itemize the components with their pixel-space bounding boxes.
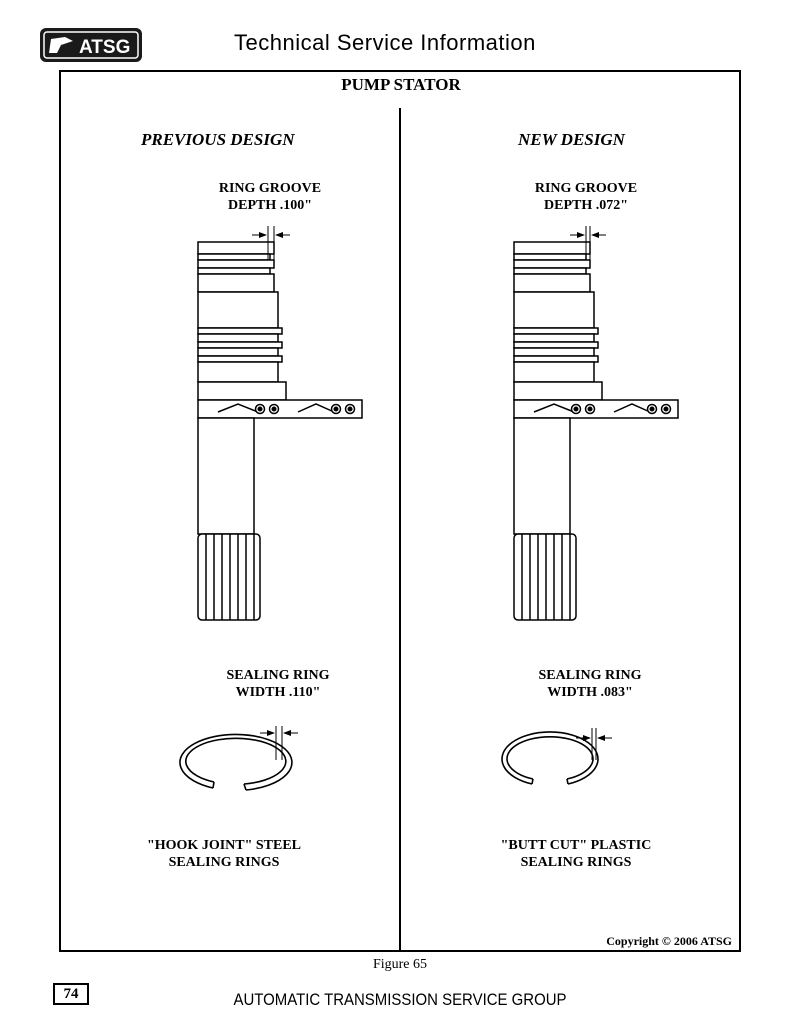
previous-groove-label-line1: RING GROOVE [218,181,322,196]
new-stator-drawing [514,226,678,620]
copyright: Copyright © 2006 ATSG [606,934,732,948]
header-title: Technical Service Information [234,30,536,55]
previous-ring-label-line1: SEALING RING [226,668,330,683]
figure-caption: Figure 65 [372,957,428,972]
new-groove-label-line2: DEPTH .072" [544,198,628,213]
new-design-heading: NEW DESIGN [518,130,625,149]
new-ring-label-line1: SEALING RING [538,668,642,683]
hook-joint-ring-drawing [180,726,298,790]
new-ring-type-line2: SEALING RINGS [520,855,632,870]
previous-ring-type-line2: SEALING RINGS [168,855,280,870]
previous-design-heading: PREVIOUS DESIGN [141,130,295,149]
new-ring-type-line1: "BUTT CUT" PLASTIC [500,838,652,853]
new-ring-label-line2: WIDTH .083" [547,685,633,700]
logo-text: ATSG [79,37,131,58]
butt-cut-ring-drawing [502,728,612,784]
previous-ring-type-line1: "HOOK JOINT" STEEL [146,838,302,853]
new-groove-label-line1: RING GROOVE [534,181,638,196]
previous-groove-label-line2: DEPTH .100" [228,198,312,213]
previous-ring-label-line2: WIDTH .110" [235,685,321,700]
footer-company: AUTOMATIC TRANSMISSION SERVICE GROUP [233,990,567,1009]
figure-title: PUMP STATOR [341,75,461,94]
previous-stator-drawing [198,226,362,620]
page-number: 74 [53,983,89,1005]
